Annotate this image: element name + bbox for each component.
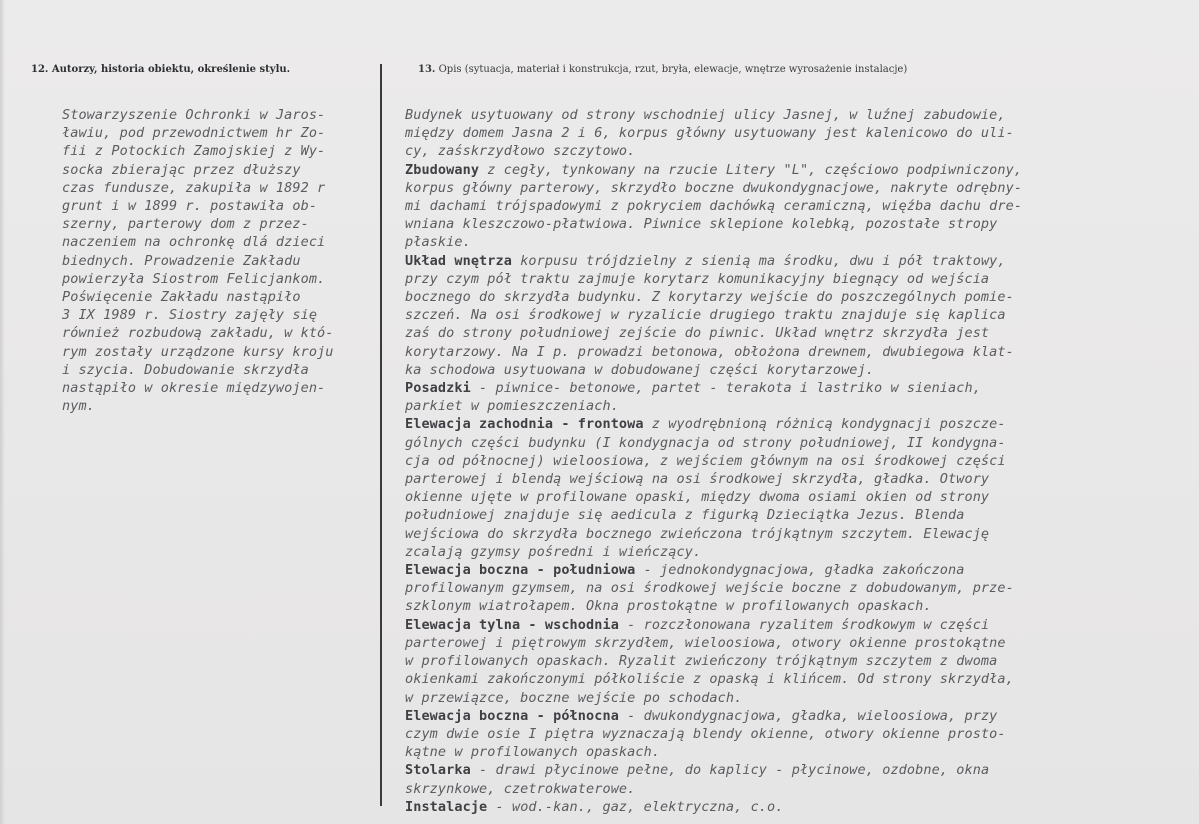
description-line <box>405 780 1140 798</box>
description-line <box>405 270 1140 288</box>
history-line: Stowarzyszenie Ochronki w Jaros- <box>62 107 326 123</box>
line-text: - piwnice- betonowe, partet - terakota i lastriko w sieniach, <box>470 380 981 397</box>
line-text: w profilowanych opaskach. Ryzalit zwieńczony trójkątnym szczytem z dwoma <box>405 653 998 670</box>
description-text <box>405 106 1140 816</box>
description-line <box>405 597 1140 615</box>
history-line: nastąpiło w okresie międzywojen- <box>62 380 326 397</box>
description-line <box>405 379 1140 397</box>
description-line <box>405 215 1140 233</box>
line-text: parkiet w pomieszczeniach. <box>405 398 619 415</box>
description-line <box>405 652 1140 670</box>
line-text: - wod.-kan., gaz, elektryczna, c.o. <box>487 798 784 815</box>
section-label: Posadzki <box>405 380 471 397</box>
description-line <box>405 798 1140 816</box>
line-text: wejściowa do skrzydła bocznego zwieńczona trójkątnym szczytem. Elewację <box>405 525 990 542</box>
description-line <box>405 161 1140 179</box>
line-text: cy, zaśskrzydłowo szczytowo. <box>405 143 636 160</box>
description-line <box>405 670 1140 688</box>
history-line: Poświęcenie Zakładu nastąpiło <box>62 289 301 306</box>
line-text: - drawi płycinowe pełne, do kaplicy - płycinowe, ozdobne, okna <box>470 762 990 779</box>
description-line <box>405 324 1140 342</box>
line-text: południowej znajduje się aedicula z figurką Dzieciątka Jezus. Blenda <box>405 507 965 524</box>
history-line: ławiu, pod przewodnictwem hr Zo- <box>62 125 326 142</box>
description-line <box>405 343 1140 361</box>
section-label: Instalacje <box>405 798 488 815</box>
description-line <box>405 506 1140 524</box>
description-line <box>405 288 1140 306</box>
history-line: grunt i w 1899 r. postawiła ob- <box>62 198 318 215</box>
line-text: - rozczłonowana ryzalitem środkowym w części <box>618 616 990 633</box>
history-text <box>62 106 384 415</box>
history-line: również rozbudową zakładu, w któ- <box>62 325 334 342</box>
description-line <box>405 106 1140 124</box>
description-line <box>405 743 1140 761</box>
description-line <box>405 707 1140 725</box>
section-13-number: 13. <box>418 64 436 75</box>
section-label: Zbudowany <box>405 161 480 178</box>
description-line <box>405 233 1140 251</box>
line-text: okienne ujęte w profilowane opaski, między dwoma osiami okien od strony <box>405 489 990 506</box>
line-text: korpus główny parterowy, skrzydło boczne dwukondygnacjowe, nakryte odrębny- <box>405 179 1023 196</box>
line-text: mi dachami trójspadowymi z pokryciem dachówką ceramiczną, więźba dachu dre- <box>405 198 1023 215</box>
description-line <box>405 142 1140 160</box>
line-text: zaś do strony południowej zejście do piwnic. Układ wnętrz skrzydła jest <box>405 325 990 342</box>
line-text: ka schodowa usytuowana w dobudowanej części korytarzowej. <box>405 361 874 378</box>
history-line: biednych. Prowadzenie Zakładu <box>62 252 301 269</box>
history-line: czas fundusze, zakupiła w 1892 r <box>62 179 326 196</box>
section-label: Elewacja zachodnia - frontowa <box>405 416 644 433</box>
line-text: cja od północnej) wieloosiowa, z wejściem głównym na osi środkowej części <box>405 452 1006 469</box>
section-label: Stolarka <box>405 762 471 779</box>
line-text: parterowej i blendą wejściową na osi środkowej skrzydła, gładka. Otwory <box>405 471 990 488</box>
description-line <box>405 452 1140 470</box>
section-13-title: Opis (sytuacja, materiał i konstrukcja, rzut, bryła, elewacje, wnętrze wyrosażenie instalacje) <box>438 64 908 75</box>
history-line: i szycia. Dobudowanie skrzydła <box>62 361 309 378</box>
section-label: Elewacja tylna - wschodnia <box>405 616 619 633</box>
description-line <box>405 579 1140 597</box>
page-edge-shadow <box>0 0 5 824</box>
line-text: w przewiązce, boczne wejście po schodach. <box>405 689 743 706</box>
line-text: między domem Jasna 2 i 6, korpus główny usytuowany jest kalenicowo do uli- <box>405 125 1014 142</box>
section-12-header: 12. Autorzy, historia obiektu, określenie stylu. <box>31 64 291 75</box>
section-label: Elewacja boczna - południowa <box>405 562 636 579</box>
description-line <box>405 197 1140 215</box>
line-text: okienkami zakończonymi półkoliście z opaską i klińcem. Od strony skrzydła, <box>405 671 1014 688</box>
line-text: czym dwie osie I piętra wyznaczają blendy okienne, otwory okienne prosto- <box>405 725 1006 742</box>
line-text: zcalają gzymsy pośredni i wieńczący. <box>405 543 702 560</box>
description-line <box>405 725 1140 743</box>
history-line: 3 IX 1989 r. Siostry zajęły się <box>62 307 318 324</box>
description-line <box>405 543 1140 561</box>
line-text: parterowej i piętrowym skrzydłem, wieloosiowa, otwory okienne prostokątne <box>405 634 1006 651</box>
description-line <box>405 488 1140 506</box>
line-text: - dwukondygnacjowa, gładka, wieloosiowa, przy <box>618 707 998 724</box>
description-line <box>405 434 1140 452</box>
line-text: skrzynkowe, czetrokwaterowe. <box>405 780 636 797</box>
history-line: socka zbierając przez dłuższy <box>62 161 301 178</box>
description-line <box>405 525 1140 543</box>
line-text: przy czym pół traktu zajmuje korytarz komunikacyjny biegnący od wejścia <box>405 270 990 287</box>
section-label: Układ wnętrza <box>405 252 512 269</box>
history-line: fii z Potockich Zamojskiej z Wy- <box>62 143 326 160</box>
history-line: powierzyła Siostrom Felicjankom. <box>62 270 326 287</box>
description-line <box>405 124 1140 142</box>
line-text: płaskie. <box>405 234 471 251</box>
description-line <box>405 616 1140 634</box>
line-text: gólnych części budynku (I kondygnacja od strony południowej, II kondygna- <box>405 434 1006 451</box>
line-text: kątne w profilowanych opaskach. <box>405 744 661 761</box>
line-text: korytarzowy. Na I p. prowadzi betonowa, obłożona drewnem, dwubiegowa klat- <box>405 343 1014 360</box>
line-text: wniana kleszczowo-płatwiowa. Piwnice sklepione kolebką, pozostałe stropy <box>405 216 998 233</box>
description-line <box>405 634 1140 652</box>
history-line: nym. <box>62 398 95 415</box>
description-line <box>405 306 1140 324</box>
description-line <box>405 179 1140 197</box>
description-line <box>405 252 1140 270</box>
line-text: z cegły, tynkowany na rzucie Litery "L", częściowo podpiwniczony, <box>479 161 1023 178</box>
description-line <box>405 397 1140 415</box>
history-line: szerny, parterowy dom z przez- <box>62 216 309 233</box>
line-text: Budynek usytuowany od strony wschodniej ulicy Jasnej, w luźnej zabudowie, <box>405 107 1006 123</box>
description-line <box>405 361 1140 379</box>
line-text: szczeń. Na osi środkowej w ryzalicie drugiego traktu znajduje się kaplica <box>405 307 1006 324</box>
line-text: - jednokondygnacjowa, gładka zakończona <box>635 562 965 579</box>
history-line: rym zostały urządzone kursy kroju <box>62 343 334 360</box>
description-line <box>405 761 1140 779</box>
description-line <box>405 689 1140 707</box>
description-line <box>405 470 1140 488</box>
description-line <box>405 415 1140 433</box>
section-13-header <box>418 64 907 75</box>
section-label: Elewacja boczna - północna <box>405 707 619 724</box>
line-text: korpusu trójdzielny z sienią ma środku, dwu i pół traktowy, <box>511 252 1006 269</box>
line-text: z wyodrębnioną różnicą kondygnacji poszcze- <box>643 416 1006 433</box>
description-line <box>405 561 1140 579</box>
line-text: szklonym wiatrołapem. Okna prostokątne w profilowanych opaskach. <box>405 598 932 615</box>
line-text: bocznego do skrzydła budynku. Z korytarzy wejście do poszczególnych pomie- <box>405 289 1014 306</box>
line-text: profilowanym gzymsem, na osi środkowej wejście boczne z dobudowanym, prze- <box>405 580 1014 597</box>
history-line: naczeniem na ochronkę dlá dzieci <box>62 234 326 251</box>
